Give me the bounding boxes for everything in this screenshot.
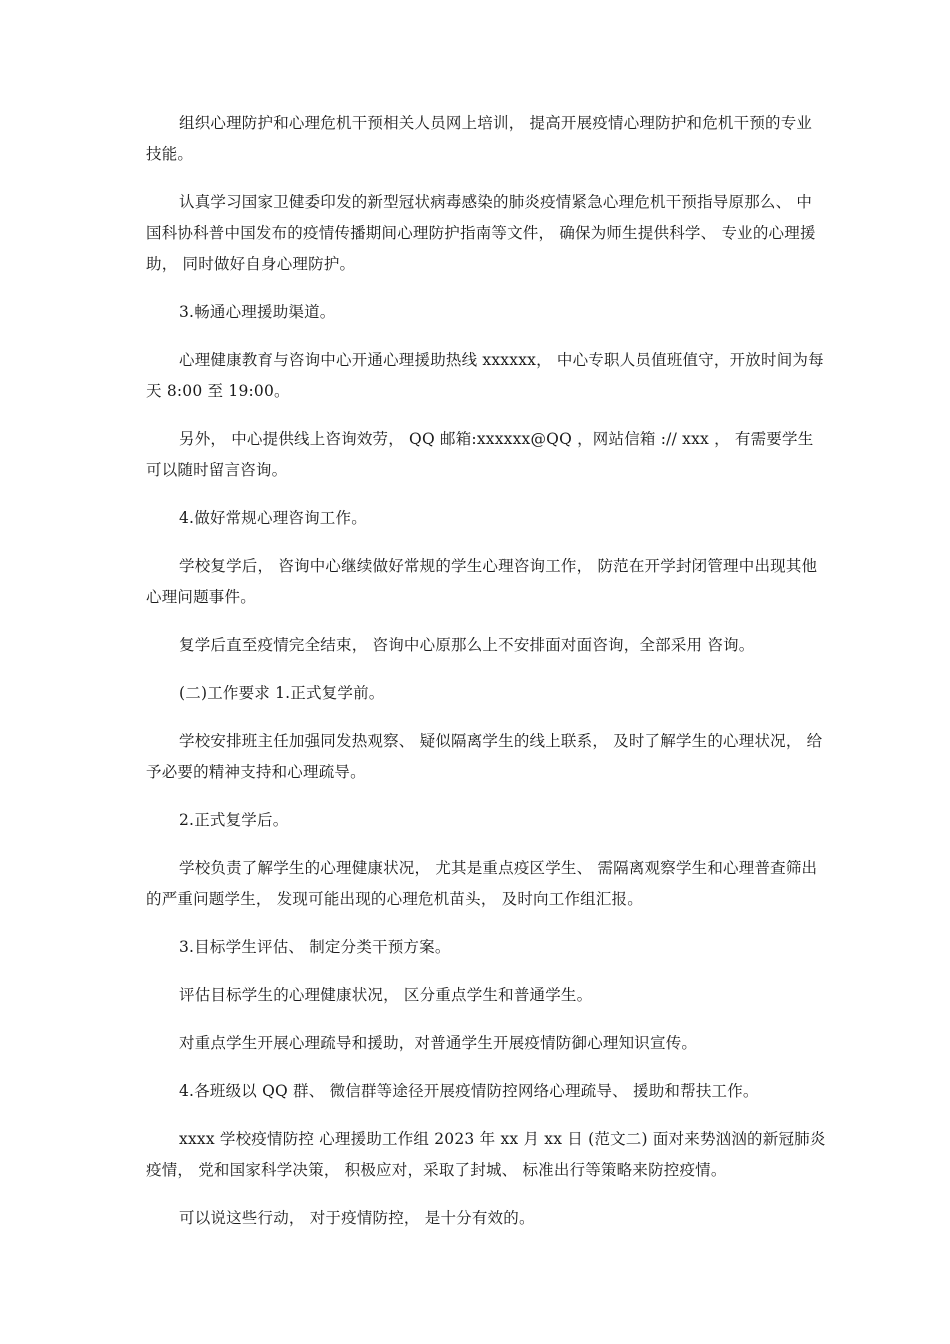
paragraph-class-teacher: 学校安排班主任加强同发热观察、 疑似隔离学生的线上联系， 及时了解学生的心理状况， 给予必要的精神支持和心理疏导。 — [146, 732, 823, 781]
paragraph-online-consult: 另外， 中心提供线上咨询效劳， QQ 邮箱:xxxxxx@QQ ，网站信箱 :// xxx ， 有需要学生可以随时留言咨询。 — [146, 430, 814, 479]
paragraph-guidelines: 认真学习国家卫健委印发的新型冠状病毒感染的肺炎疫情紧急心理危机干预指导原那么、 中国科协科普中国发布的疫情传播期间心理防护指南等文件， 确保为师生提供科学、 专业的心理援助， 同时做好自身心理防护。 — [146, 193, 816, 273]
section-heading-requirements: (二)工作要求 1.正式复学前。 — [179, 684, 385, 702]
paragraph-assess-students: 评估目标学生的心理健康状况， 区分重点学生和普通学生。 — [179, 986, 593, 1004]
paragraph-no-face-to-face: 复学后直至疫情完全结束， 咨询中心原那么上不安排面对面咨询，全部采用 咨询。 — [179, 636, 755, 654]
paragraph-support: 对重点学生开展心理疏导和援助，对普通学生开展疫情防御心理知识宣传。 — [179, 1034, 698, 1052]
paragraph-after-reopen: 学校复学后， 咨询中心继续做好常规的学生心理咨询工作， 防范在开学封闭管理中出现其他心理问题事件。 — [146, 557, 818, 606]
paragraph-monitoring: 学校负责了解学生的心理健康状况， 尤其是重点疫区学生、 需隔离观察学生和心理普查筛出的严重问题学生， 发现可能出现的心理危机苗头， 及时向工作组汇报。 — [146, 859, 818, 908]
document-body — [146, 108, 826, 1251]
paragraph-signature-and-sample-two: xxxx 学校疫情防控 心理援助工作组 2023 年 xx 月 xx 日 (范文二) 面对来势汹汹的新冠肺炎疫情， 党和国家科学决策， 积极应对，采取了封城、 标准出行等策略来防控疫情。 — [146, 1130, 826, 1179]
section-heading-after-reopen: 2.正式复学后。 — [179, 811, 289, 829]
paragraph-effective: 可以说这些行动， 对于疫情防控， 是十分有效的。 — [179, 1209, 535, 1227]
paragraph-training: 组织心理防护和心理危机干预相关人员网上培训， 提高开展疫情心理防护和危机干预的专业技能。 — [146, 114, 813, 163]
section-heading-channels: 3.畅通心理援助渠道。 — [179, 303, 336, 321]
section-heading-assessment: 3.目标学生评估、 制定分类干预方案。 — [179, 938, 451, 956]
section-heading-routine: 4.做好常规心理咨询工作。 — [179, 509, 367, 527]
paragraph-hotline: 心理健康教育与咨询中心开通心理援助热线 xxxxxx， 中心专职人员值班值守，开放时间为每天 8:00 至 19:00。 — [146, 351, 824, 400]
section-heading-class-groups: 4.各班级以 QQ 群、 微信群等途径开展疫情防控网络心理疏导、 援助和帮扶工作。 — [179, 1082, 759, 1100]
